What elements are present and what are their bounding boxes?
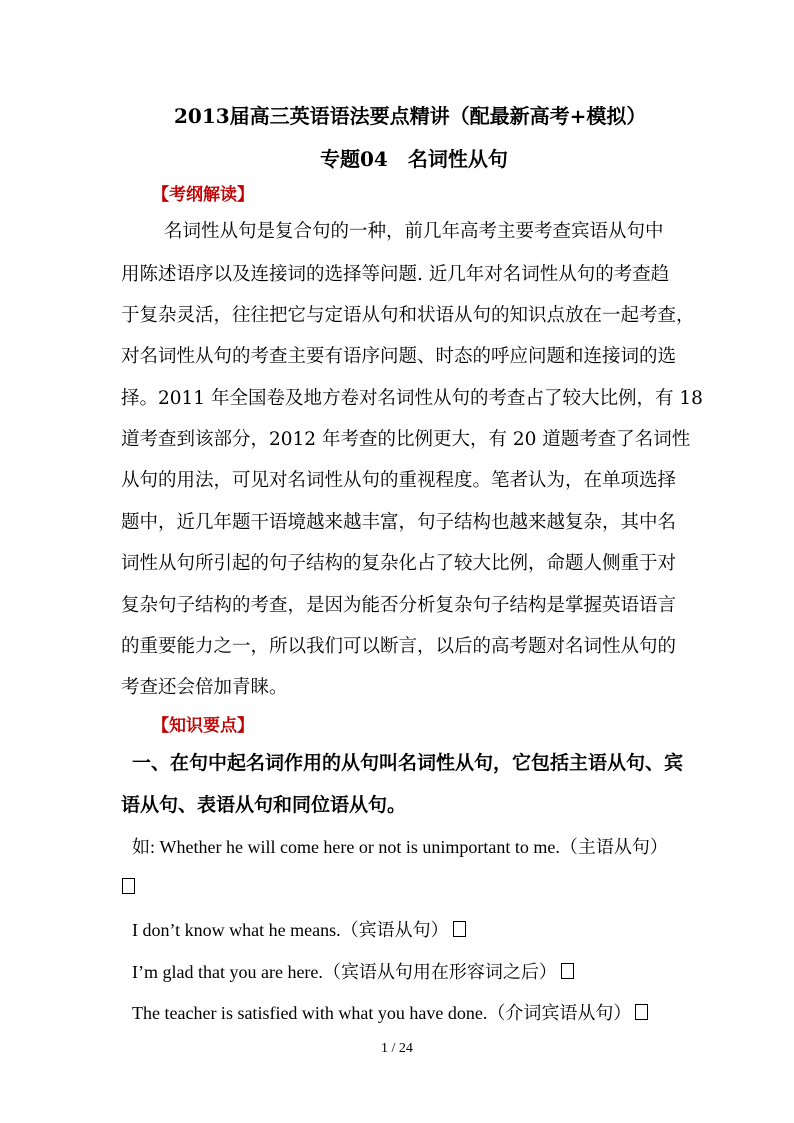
missing-glyph-icon — [453, 921, 466, 937]
example-text: I’m glad that you are here.（宾语从句用在形容词之后） — [132, 962, 557, 982]
key-point-line: 语从句、表语从句和同位语从句。 — [121, 794, 407, 816]
example-sentence — [132, 918, 466, 942]
paragraph-line: 题中，近几年题干语境越来越丰富，句子结构也越来越复杂，其中名 — [121, 512, 677, 533]
paragraph-line: 于复杂灵活，往往把它与定语从句和状语从句的知识点放在一起考查， — [121, 305, 695, 326]
paragraph-line: 从句的用法，可见对名词性从句的重视程度。笔者认为，在单项选择 — [121, 470, 677, 491]
paragraph-line: 对名词性从句的考查主要有语序问题、时态的呼应问题和连接词的选 — [121, 346, 677, 367]
example-sentence — [132, 960, 574, 984]
paragraph-line: 用陈述语序以及连接词的选择等问题. 近几年对名词性从句的考查趋 — [121, 264, 670, 285]
section-heading-key-points: 【知识要点】 — [152, 716, 254, 736]
missing-glyph-box — [118, 876, 135, 900]
missing-glyph-icon — [122, 878, 135, 894]
key-point-line: 一、在句中起名词作用的从句叫名词性从句，它包括主语从句、宾 — [132, 752, 684, 774]
paragraph-line: 择。2011 年全国卷及地方卷对名词性从句的考查占了较大比例，有 18 — [121, 388, 703, 409]
paragraph-line: 名词性从句是复合句的一种，前几年高考主要考查宾语从句中 — [164, 221, 664, 242]
paragraph-line: 词性从句所引起的句子结构的复杂化占了较大比例，命题人侧重于对 — [121, 553, 677, 574]
paragraph-line: 考查还会倍加青睐。 — [121, 677, 288, 698]
missing-glyph-icon — [635, 1004, 648, 1020]
document-subtitle: 专题04 名词性从句 — [320, 147, 508, 171]
document-title: 2013届高三英语语法要点精讲（配最新高考+模拟） — [174, 104, 647, 128]
example-sentence — [132, 1001, 648, 1025]
example-sentence: 如: Whether he will come here or not is unimportant to me.（主语从句） — [132, 837, 668, 857]
paragraph-line: 道考查到该部分，2012 年考查的比例更大，有 20 道题考查了名词性 — [121, 429, 691, 450]
example-text: I don’t know what he means.（宾语从句） — [132, 920, 449, 940]
page-number: 1 / 24 — [381, 1041, 413, 1056]
missing-glyph-icon — [561, 963, 574, 979]
section-heading-outline: 【考纲解读】 — [152, 185, 254, 205]
paragraph-line: 的重要能力之一，所以我们可以断言，以后的高考题对名词性从句的 — [121, 636, 677, 657]
paragraph-line: 复杂句子结构的考查，是因为能否分析复杂句子结构是掌握英语语言 — [121, 595, 677, 616]
example-text: The teacher is satisfied with what you have done.（介词宾语从句） — [132, 1003, 632, 1023]
